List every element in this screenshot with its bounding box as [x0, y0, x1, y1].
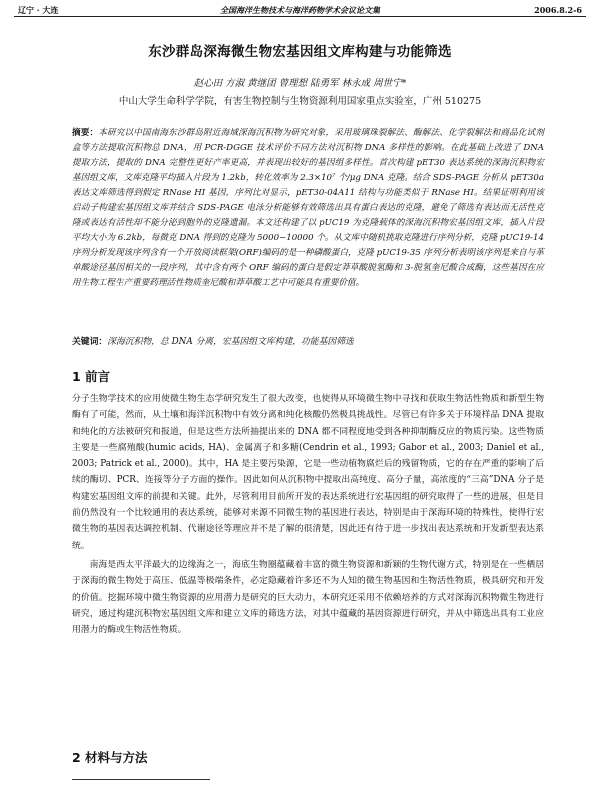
- header-location: 辽宁 · 大连: [18, 5, 59, 15]
- keywords-label: 关键词：: [72, 337, 108, 347]
- keywords-text: 深海沉积物，总 DNA 分离，宏基因组文库构建，功能基因筛选: [107, 337, 354, 347]
- abstract-label: 摘要：: [72, 128, 99, 138]
- section-heading-introduction: 1 前言: [72, 369, 111, 384]
- header-date: 2006.8.2-6: [534, 5, 582, 15]
- author-affiliation: 中山大学生命科学学院，有害生物控制与生物资源利用国家重点实验室，广州 510275: [118, 96, 482, 107]
- abstract: [72, 126, 544, 290]
- abstract-text: 本研究以中国南海东沙群岛附近海域深海沉积物为研究对象，采用玻璃珠裂解法、酶解法、化学裂解法和商品化试剂盒等方法提取沉积物总 DNA，用 PCR-DGGE 技术评价不同方法对沉积物 DNA 多样性的影响。在此基础上改进了 DNA 提取方法，提取的 DNA 完整性更好产率更高，并表现出较好的基因组多样性。首次构建 pET30 表达系统的深海沉积物宏基因组文库，文库克隆平均插入片段为 1.2kb，转化效率为 2.3×10⁷ 个/μg DNA 克隆。结合 SDS-PAGE 分析从 pET30a 表达文库筛选得到假定 RNase HI 基因，序列比对显示，pET30-04A11 结构与功能类似于 RNase HI。结果证明利用该启动子构建宏基因组文库并结合 SDS-PAGE 电泳分析能够有效筛选出具有蛋白表达的克隆，避免了筛选有表达而无活性克隆或表达有活性却不能分泌到胞外的克隆遗漏。本文还构建了以 pUC19 为克隆载体的深海沉积物宏基因组文库，插入片段平均大小为 6.2kb，每微克 DNA 得到的克隆为 5000~10000 个。从文库中随机挑取克隆进行序列分析，克隆 pUC19-14 序列分析发现该序列含有一个开放阅读框架(ORF)编码的是一种磷酸蛋白，克隆 pUC19-35 序列分析表明该序列是来自与革单酸途径基因相关的一段序列，其中含有两个 ORF 编码的蛋白是假定莽草酸脱氢酶和 3-脱氢奎尼酸合成酶，这些基因在应用生物工程生产重要药理活性物质奎尼酸和莽草酸工艺中可能具有重要价值。: [72, 128, 544, 288]
- introduction-paragraph-1: 分子生物学技术的应用使微生物生态学研究发生了很大改变，也使得从环境微生物中寻找和获取生物活性物质和新型生物酶有了可能，然而，从土壤和海洋沉积物中有效分离和纯化核酸仍然极具挑战性。尽管已有许多关于环境样品 DNA 提取和纯化的方法被研究和报道，但是这些方法所抽提出来的 DNA 都不同程度地受到各种抑制酶反应的物质污染。这些物质主要是一些腐殖酸(humic acids, HA)、金属离子和多糖(Cendrin et al., 1993; Gabor et al., 2003; Daniel et al., 2003; Patrick et al., 2000)。其中，HA 是主要污染源，它是一些动植物腐烂后的残留物质，它的存在严重的影响了后续的酶切、PCR、连接等分子方面的操作。因此如何从沉积物中提取出高纯度、高分子量，高浓度的“三高”DNA 分子是构建宏基因组文库的前提和关键。此外，尽管利用目前所开发的表达系统进行宏基因组的研究取得了一些的进展，但是目前仍然没有一个比较通用的表达系统，能够对来源不同微生物的基因进行表达，特别是由于深海环境的特殊性，使得行宏微生物的基因表达调控机制、代谢途径等理应并不是了解的很清楚，因此还有待于进一步找出表达系统和开发新型表达系统。: [72, 394, 544, 551]
- introduction-paragraph-2: 南海是西太平洋最大的边缘海之一，海底生物圈蕴藏着丰富的微生物资源和新颖的生物代谢方式，特别是在一些栖居于深海的微生物处于高压、低温等极端条件，必定隐藏着许多还不为人知的微生物基因和生物活性物质，极具研究和开发的价值。挖掘环境中微生物资源的应用潜力是研究的巨大动力，本研究还采用不依赖培养的方式对深海沉积物微生物进行研究，通过构建沉积物宏基因组文库和建立文库的筛选方法，对其中蕴藏的基因资源进行研究，并从中筛选出具有工业应用潜力的酶或生物活性物质。: [72, 559, 544, 636]
- header-proceedings-title: 全国海洋生物技术与海洋药物学术会议论文集: [220, 5, 380, 15]
- author-list: 赵心田 方淑 黄继团 曾理想 陆勇军 林永成 周世宁*: [193, 78, 407, 89]
- section-heading-materials-methods: 2 材料与方法: [72, 750, 148, 765]
- running-header: [14, 4, 586, 17]
- introduction-body: [72, 391, 544, 638]
- footnote-rule: [72, 779, 210, 780]
- paper-title: 东沙群岛深海微生物宏基因组文库构建与功能筛选: [148, 44, 452, 60]
- keywords: [72, 334, 544, 347]
